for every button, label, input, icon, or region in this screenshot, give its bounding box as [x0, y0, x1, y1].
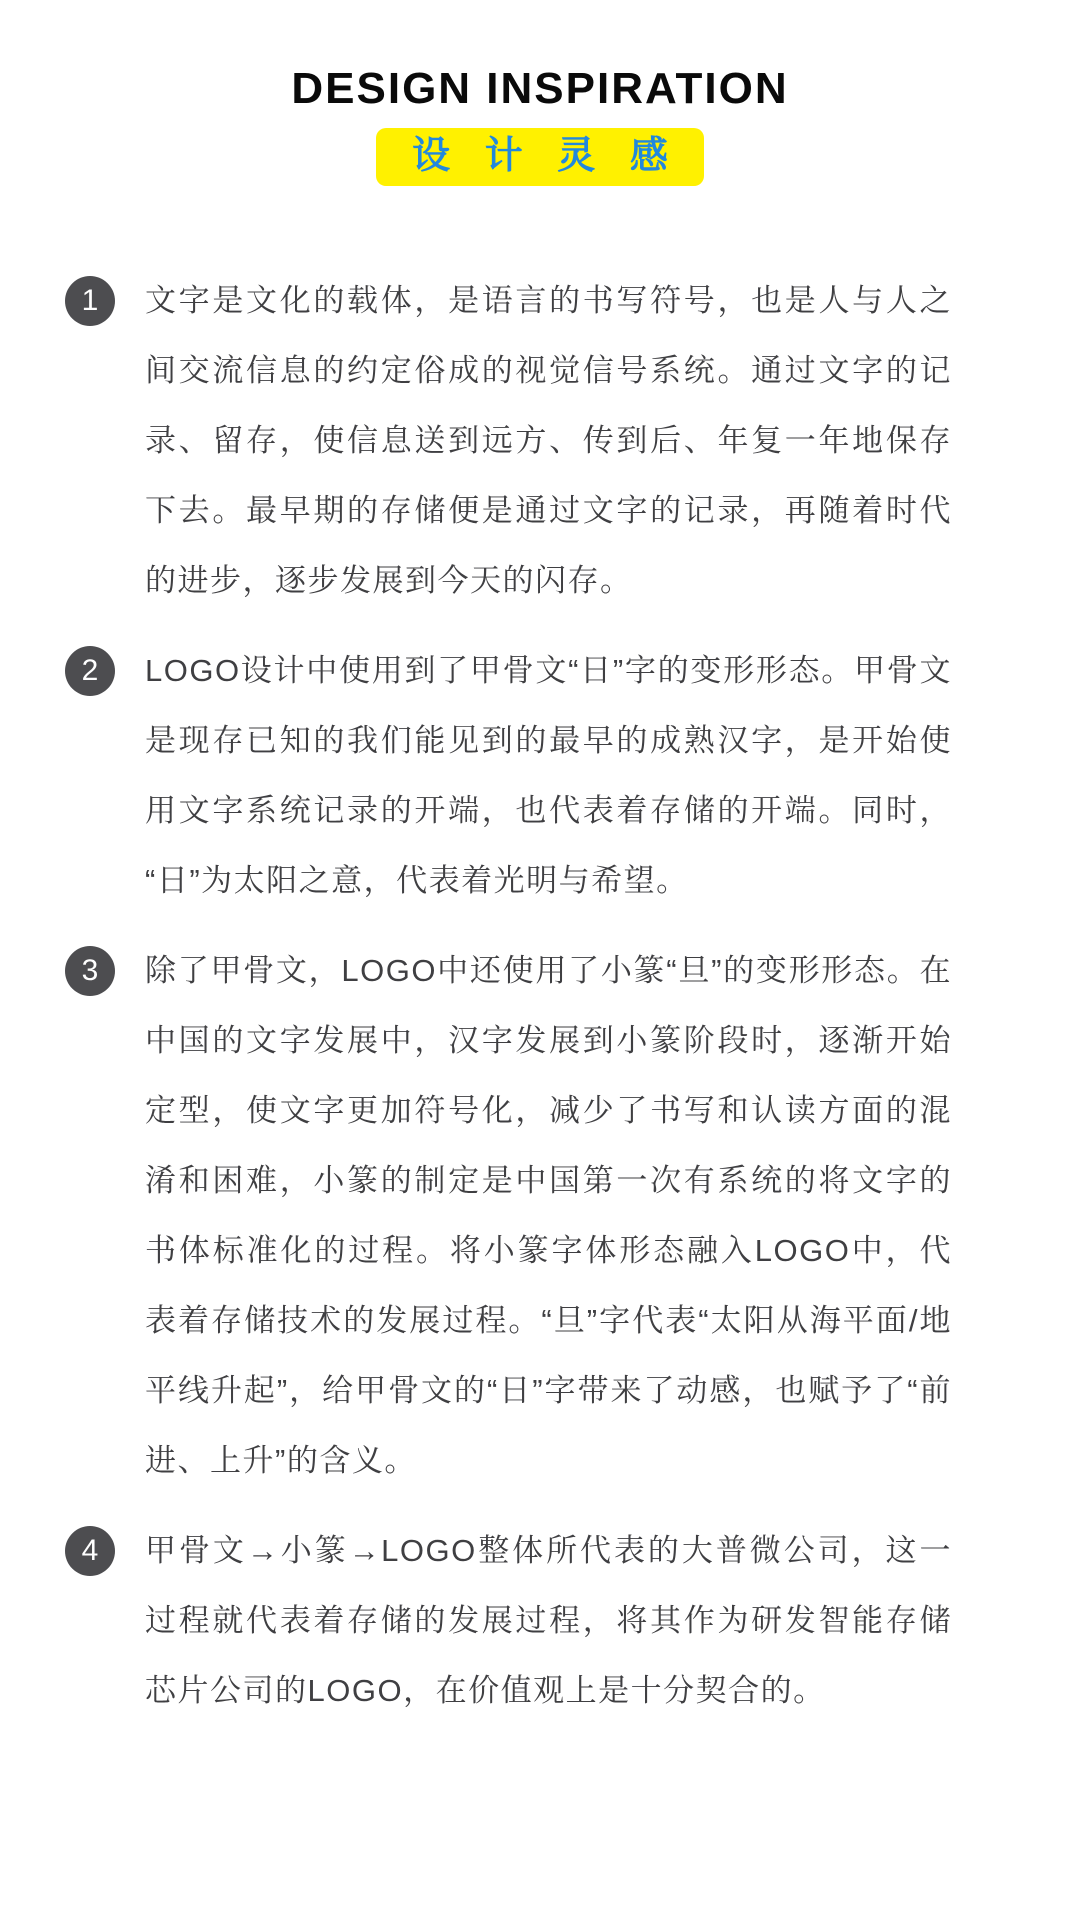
list-item — [65, 266, 952, 616]
list-item — [65, 1516, 952, 1726]
item-text: 除了甲骨文，LOGO中还使用了小篆“旦”的变形形态。在中国的文字发展中，汉字发展到小篆阶段时，逐渐开始定型，使文字更加符号化，减少了书写和认读方面的混淆和困难，小篆的制定是中国第一次有系统的将文字的书体标准化的过程。将小篆字体形态融入LOGO中，代表着存储技术的发展过程。“旦”字代表“太阳从海平面/地平线升起”，给甲骨文的“日”字带来了动感，也赋予了“前进、上升”的含义。 — [145, 953, 952, 1478]
list-item — [65, 936, 952, 1496]
item-number-badge: 4 — [65, 1526, 115, 1576]
page-title: DESIGN INSPIRATION — [291, 64, 789, 113]
item-number-badge: 1 — [65, 276, 115, 326]
list-item — [65, 636, 952, 916]
subtitle-highlight — [376, 128, 704, 186]
page-subtitle: 设 计 灵 感 — [412, 135, 680, 177]
item-number-badge: 2 — [65, 646, 115, 696]
item-text: 甲骨文→小篆→LOGO整体所代表的大普微公司，这一过程就代表着存储的发展过程，将其作为研发智能存储芯片公司的LOGO，在价值观上是十分契合的。 — [145, 1533, 952, 1708]
page-header — [0, 0, 1080, 186]
item-text: LOGO设计中使用到了甲骨文“日”字的变形形态。甲骨文是现存已知的我们能见到的最早的成熟汉字，是开始使用文字系统记录的开端，也代表着存储的开端。同时，“日”为太阳之意，代表着光明与希望。 — [145, 653, 952, 898]
item-text: 文字是文化的载体，是语言的书写符号，也是人与人之间交流信息的约定俗成的视觉信号系统。通过文字的记录、留存，使信息送到远方、传到后、年复一年地保存下去。最早期的存储便是通过文字的记录，再随着时代的进步，逐步发展到今天的闪存。 — [145, 283, 952, 598]
item-number-badge: 3 — [65, 946, 115, 996]
inspiration-list — [65, 266, 952, 1726]
